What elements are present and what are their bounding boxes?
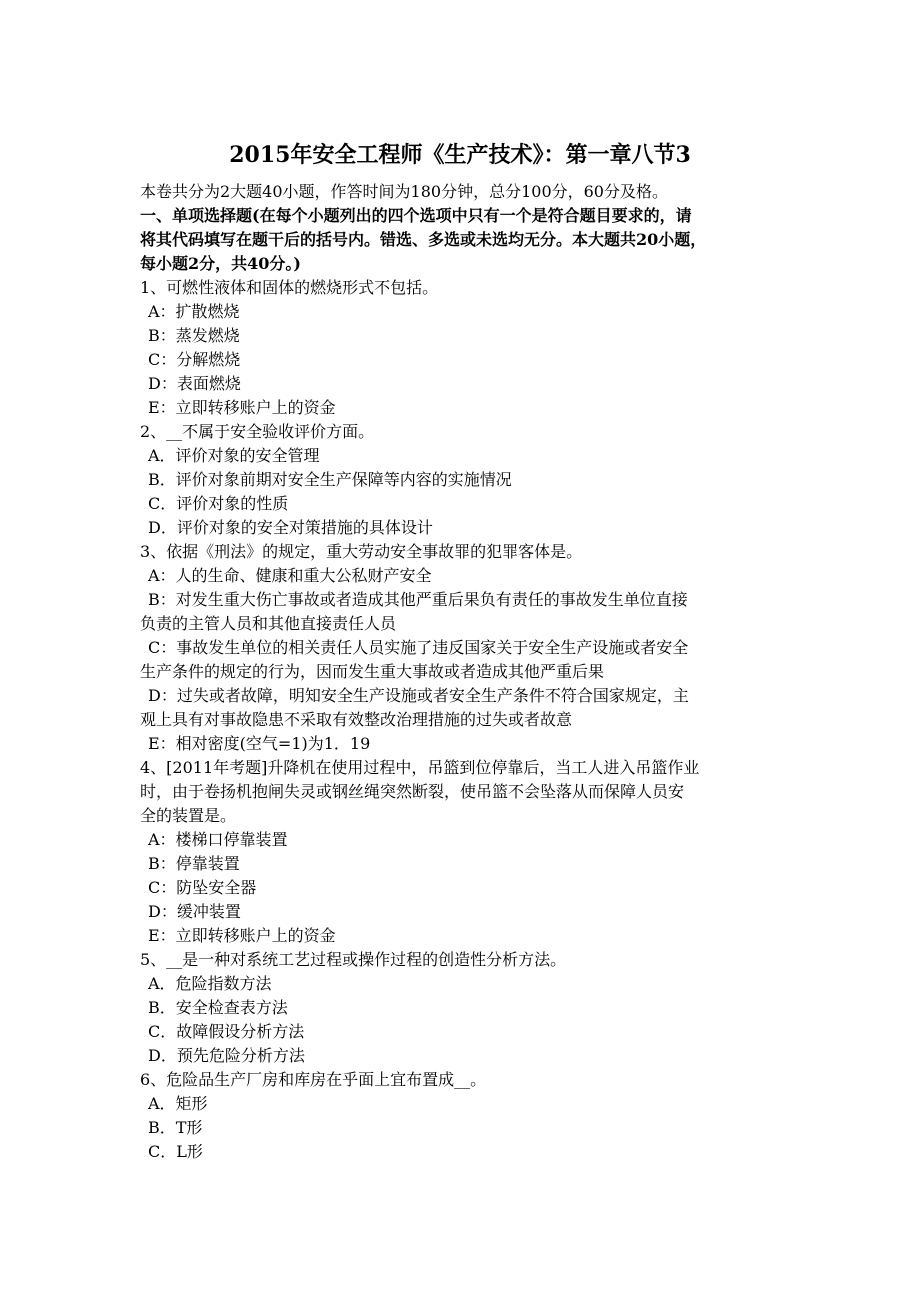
option-a: A：扩散燃烧	[148, 302, 240, 321]
option-c: C：防坠安全器	[148, 878, 257, 897]
question-1	[140, 276, 785, 420]
option-b: B．T形	[148, 1118, 203, 1137]
option-c: C：分解燃烧	[148, 350, 241, 369]
option-b-continued: 负责的主管人员和其他直接责任人员	[140, 614, 397, 633]
option-e: E：立即转移账户上的资金	[148, 398, 336, 417]
document-body	[140, 180, 785, 1164]
option-d: D．预先危险分析方法	[148, 1046, 305, 1065]
section-header-line: 一、单项选择题(在每个小题列出的四个选项中只有一个是符合题目要求的，请	[140, 206, 692, 225]
document-title: 2015年安全工程师《生产技术》：第一章八节3	[229, 142, 691, 168]
question-stem: 3、依据《刑法》的规定，重大劳动安全事故罪的犯罪客体是。	[140, 542, 583, 561]
option-c: C：事故发生单位的相关责任人员实施了违反国家关于安全生产设施或者安全	[148, 638, 689, 657]
option-a: A：楼梯口停靠装置	[148, 830, 288, 849]
question-stem: 6、危险品生产厂房和库房在乎面上宜布置成__。	[140, 1070, 487, 1089]
question-stem-continued: 全的装置是。	[140, 806, 237, 825]
option-e: E：立即转移账户上的资金	[148, 926, 336, 945]
option-c: C．故障假设分析方法	[148, 1022, 305, 1041]
option-d: D：表面燃烧	[148, 374, 241, 393]
question-3	[140, 540, 785, 756]
option-b: B：停靠装置	[148, 854, 240, 873]
option-b: B：对发生重大伤亡事故或者造成其他严重后果负有责任的事故发生单位直接	[148, 590, 688, 609]
option-a: A．危险指数方法	[148, 974, 272, 993]
question-stem: 5、__是一种对系统工艺过程或操作过程的创造性分析方法。	[140, 950, 567, 969]
question-6	[140, 1068, 785, 1164]
option-d-continued: 观上具有对事故隐患不采取有效整改治理措施的过失或者故意	[140, 710, 573, 729]
option-d: D：缓冲装置	[148, 902, 241, 921]
option-e: E：相对密度(空气=1)为1．19	[148, 734, 371, 753]
option-c-continued: 生产条件的规定的行为，因而发生重大事故或者造成其他严重后果	[140, 662, 605, 681]
option-b: B：蒸发燃烧	[148, 326, 240, 345]
option-b: B．评价对象前期对安全生产保障等内容的实施情况	[148, 470, 512, 489]
option-a: A：人的生命、健康和重大公私财产安全	[148, 566, 432, 585]
option-d: D：过失或者故障，明知安全生产设施或者安全生产条件不符合国家规定，主	[148, 686, 689, 705]
section-header-line: 将其代码填写在题干后的括号内。错选、多选或未选均无分。本大题共20小题，	[140, 230, 707, 249]
option-d: D．评价对象的安全对策措施的具体设计	[148, 518, 433, 537]
question-2	[140, 420, 785, 540]
option-a: A．评价对象的安全管理	[148, 446, 320, 465]
option-c: C．评价对象的性质	[148, 494, 289, 513]
question-stem: 1、可燃性液体和固体的燃烧形式不包括。	[140, 278, 439, 297]
exam-intro: 本卷共分为2大题40小题，作答时间为180分钟，总分100分，60分及格。	[140, 182, 668, 201]
question-stem: 2、__不属于安全验收评价方面。	[140, 422, 375, 441]
question-4	[140, 756, 785, 948]
option-c: C．L形	[148, 1142, 203, 1161]
section-header-line: 每小题2分，共40分。)	[140, 254, 301, 273]
option-a: A．矩形	[148, 1094, 208, 1113]
option-b: B．安全检查表方法	[148, 998, 288, 1017]
question-stem: 4、[2011年考题]升降机在使用过程中，吊篮到位停靠后，当工人进入吊篮作业	[140, 758, 700, 777]
question-stem-continued: 时，由于卷扬机抱闸失灵或钢丝绳突然断裂，使吊篮不会坠落从而保障人员安	[140, 782, 685, 801]
question-5	[140, 948, 785, 1068]
